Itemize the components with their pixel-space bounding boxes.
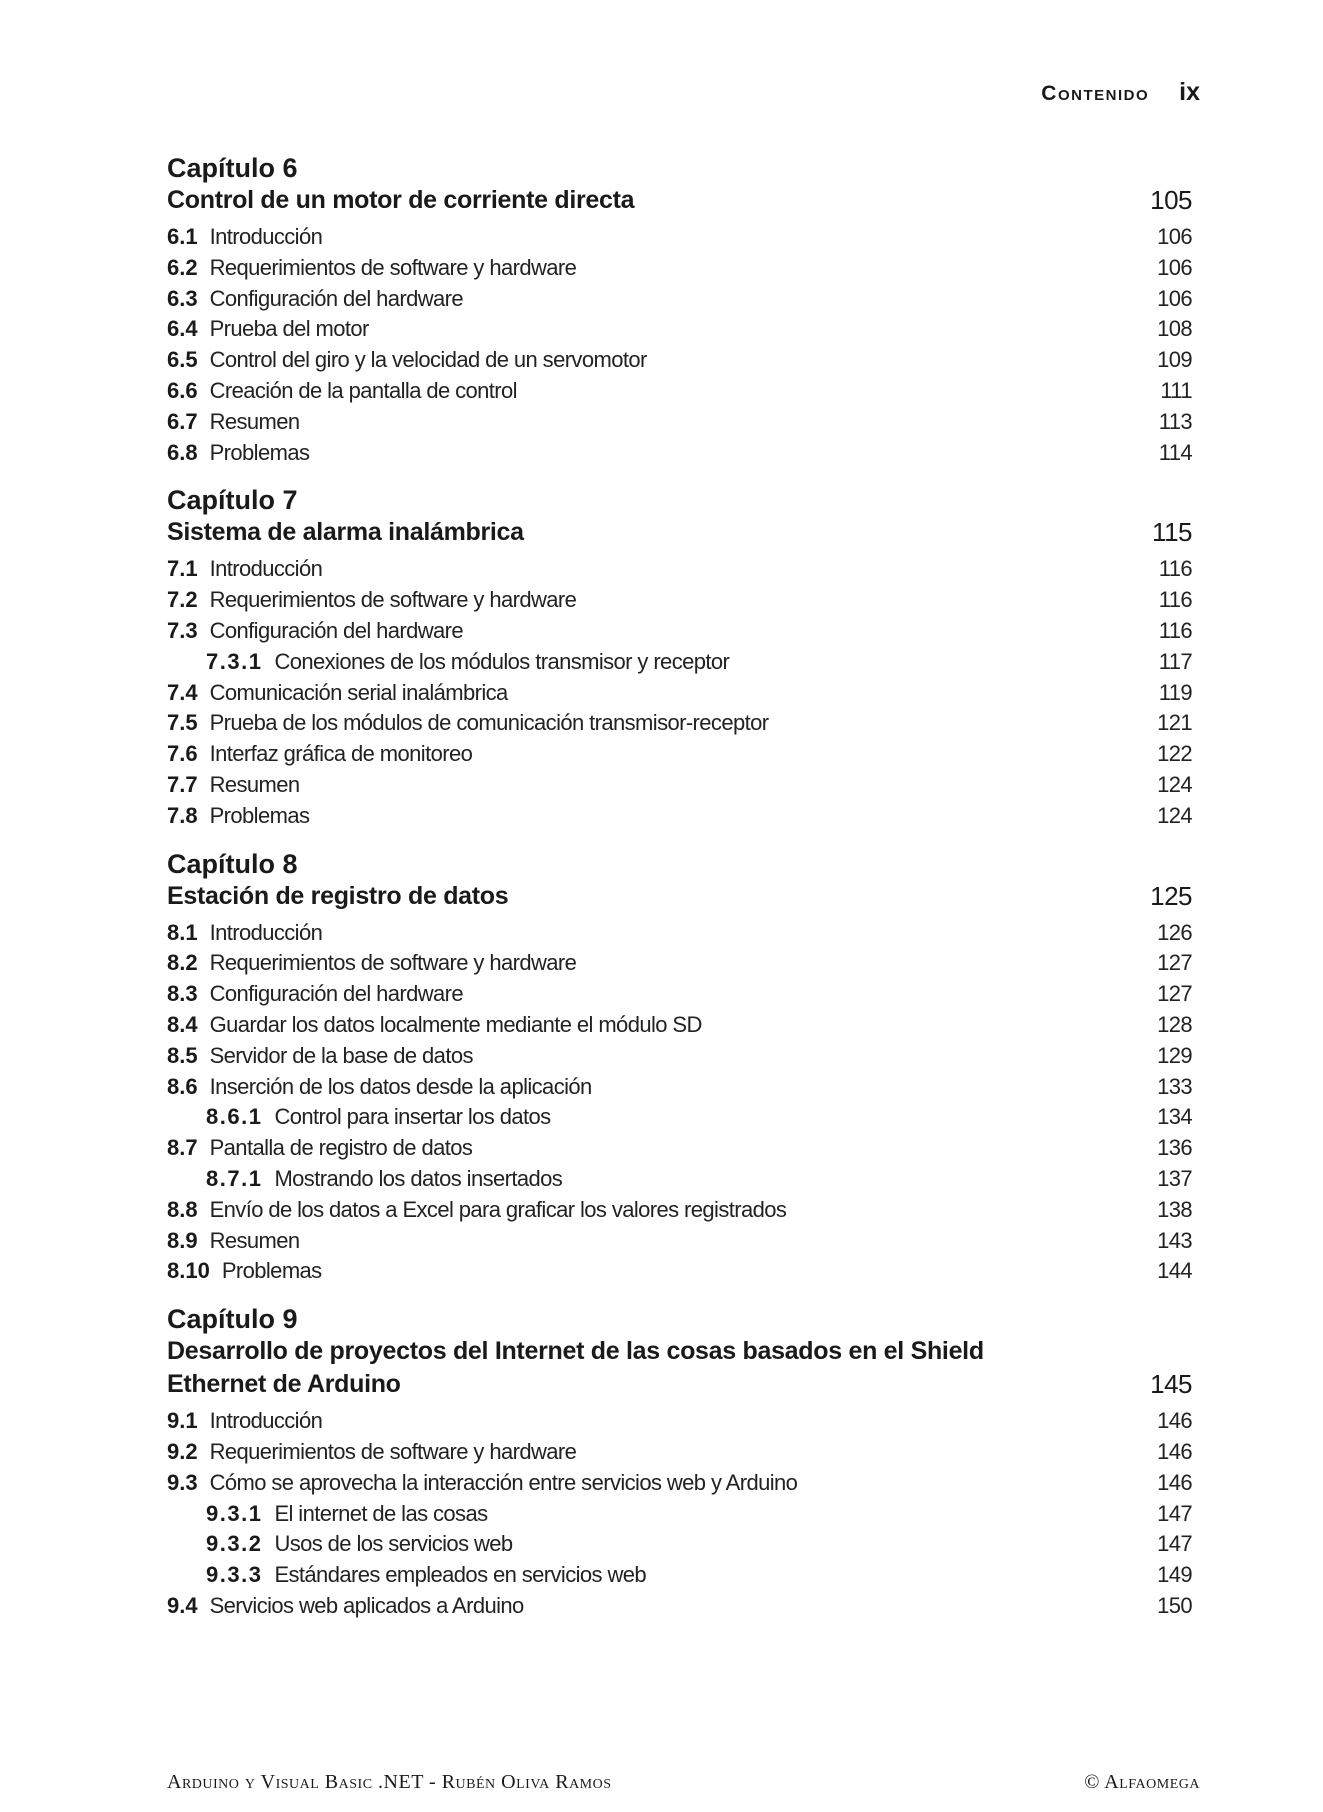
entry-page: 149 <box>1157 1562 1192 1588</box>
entry-number: 7.4 <box>167 679 198 705</box>
toc-entry[interactable] <box>167 618 1192 649</box>
entry-text <box>167 1043 473 1069</box>
entry-page: 111 <box>1160 377 1192 403</box>
entry-title: Control para insertar los datos <box>274 1104 551 1130</box>
toc-entry[interactable] <box>167 587 1192 618</box>
toc-entry[interactable] <box>167 710 1192 741</box>
toc-entry[interactable] <box>167 440 1192 471</box>
entry-number: 8.6.1 <box>206 1104 263 1130</box>
entry-title: Control del giro y la velocidad de un servomotor <box>209 347 647 373</box>
entry-title: Requerimientos de software y hardware <box>209 950 577 976</box>
entry-title: Requerimientos de software y hardware <box>209 587 577 613</box>
entry-page: 116 <box>1158 587 1192 613</box>
entry-title: Problemas <box>221 1258 322 1284</box>
chapter-title-row[interactable] <box>167 1335 1192 1401</box>
entry-page: 116 <box>1158 617 1192 643</box>
entry-number: 7.3 <box>167 617 198 643</box>
entry-number: 8.1 <box>167 919 198 945</box>
toc-entry[interactable] <box>167 1197 1192 1228</box>
entry-page: 150 <box>1157 1592 1192 1618</box>
entry-text <box>167 950 576 976</box>
entry-title: Conexiones de los módulos transmisor y receptor <box>274 648 730 674</box>
entry-number: 8.7.1 <box>206 1165 263 1191</box>
toc-entry[interactable] <box>167 1043 1192 1074</box>
entry-number: 9.3.2 <box>206 1531 263 1557</box>
entry-text <box>167 286 463 312</box>
entry-text <box>167 347 647 373</box>
entry-page: 116 <box>1158 556 1192 582</box>
entry-number: 9.1 <box>167 1408 198 1434</box>
running-header <box>1041 78 1200 107</box>
entry-page: 108 <box>1157 316 1192 342</box>
entry-page: 106 <box>1157 254 1192 280</box>
chapter-title: Desarrollo de proyectos del Internet de las cosas basados en el Shield Ethernet de Arduino <box>167 1337 984 1399</box>
entry-page: 113 <box>1158 408 1192 434</box>
entry-number: 6.2 <box>167 254 198 280</box>
entry-page: 122 <box>1157 741 1192 767</box>
entry-title: Estándares empleados en servicios web <box>274 1562 647 1588</box>
entry-text <box>206 1501 488 1527</box>
entry-text <box>167 224 322 250</box>
entry-title: Prueba del motor <box>209 316 369 342</box>
entry-title: Resumen <box>209 408 300 434</box>
chapter-title: Estación de registro de datos <box>167 881 509 910</box>
entry-title: Introducción <box>209 919 323 945</box>
toc-entry[interactable] <box>167 1012 1192 1043</box>
entry-title: Requerimientos de software y hardware <box>209 1438 577 1464</box>
entry-number: 9.3 <box>167 1469 198 1495</box>
toc-entry[interactable] <box>167 1470 1192 1501</box>
entry-number: 8.9 <box>167 1227 198 1253</box>
toc-entry[interactable] <box>167 224 1192 255</box>
entry-number: 7.2 <box>167 587 198 613</box>
entry-title: Problemas <box>209 802 310 828</box>
toc-entry[interactable] <box>167 316 1192 347</box>
entry-text <box>167 1228 300 1254</box>
entry-text <box>167 1135 472 1161</box>
entry-text <box>167 1470 797 1496</box>
entry-title: Resumen <box>209 771 300 797</box>
entry-text <box>167 255 576 281</box>
entry-number: 8.3 <box>167 981 198 1007</box>
entry-title: Configuración del hardware <box>209 617 464 643</box>
entry-text <box>167 1258 322 1284</box>
entry-text <box>167 803 309 829</box>
chapter-page: 105 <box>1150 185 1192 215</box>
toc-entry[interactable] <box>167 1135 1192 1166</box>
chapter-section <box>167 484 1192 833</box>
entry-page: 129 <box>1157 1042 1192 1068</box>
toc-entry[interactable] <box>167 981 1192 1012</box>
chapter-label: Capítulo 6 <box>167 153 298 183</box>
entry-text <box>167 1408 322 1434</box>
running-footer <box>167 1771 1200 1794</box>
entry-number: 6.8 <box>167 439 198 465</box>
entry-number: 6.5 <box>167 347 198 373</box>
entry-title: Cómo se aprovecha la interacción entre servicios web y Arduino <box>209 1469 798 1495</box>
entry-page: 109 <box>1157 347 1192 373</box>
entry-number: 9.2 <box>167 1438 198 1464</box>
entry-page: 138 <box>1157 1196 1192 1222</box>
entry-text <box>167 587 576 613</box>
entry-number: 7.3.1 <box>206 648 263 674</box>
entry-number: 7.8 <box>167 802 198 828</box>
entry-page: 146 <box>1157 1408 1192 1434</box>
entry-text <box>206 1166 562 1192</box>
entry-page: 106 <box>1157 285 1192 311</box>
entry-number: 8.4 <box>167 1011 198 1037</box>
entry-title: Introducción <box>209 556 323 582</box>
entry-text <box>167 1197 786 1223</box>
entry-text <box>167 680 508 706</box>
entry-page: 128 <box>1157 1011 1192 1037</box>
chapter-title-row[interactable] <box>167 516 1192 549</box>
toc-entry[interactable] <box>167 286 1192 317</box>
entry-title: Envío de los datos a Excel para graficar los valores registrados <box>209 1196 787 1222</box>
entry-number: 7.6 <box>167 741 198 767</box>
entry-title: Creación de la pantalla de control <box>209 377 517 403</box>
table-of-contents <box>167 152 1192 1638</box>
toc-entry[interactable] <box>167 741 1192 772</box>
toc-subentry[interactable] <box>167 649 1192 680</box>
toc-entry[interactable] <box>167 1408 1192 1439</box>
chapter-page: 115 <box>1152 517 1192 548</box>
entry-number: 9.4 <box>167 1592 198 1618</box>
chapter-section <box>167 1303 1192 1624</box>
chapter-page: 145 <box>1150 1369 1192 1400</box>
entry-text <box>167 1012 702 1038</box>
entry-page: 126 <box>1157 919 1192 945</box>
entry-number: 8.6 <box>167 1073 198 1099</box>
entry-page: 106 <box>1157 224 1192 249</box>
entry-page: 137 <box>1157 1165 1192 1191</box>
entry-text <box>167 981 463 1007</box>
toc-entry[interactable] <box>167 1228 1192 1259</box>
toc-entry[interactable] <box>167 1593 1192 1624</box>
entry-title: Requerimientos de software y hardware <box>209 254 577 280</box>
entry-title: Usos de los servicios web <box>274 1531 513 1557</box>
entry-title: Comunicación serial inalámbrica <box>209 679 508 705</box>
entry-text <box>206 1104 551 1130</box>
entry-text <box>167 618 463 644</box>
chapter-label: Capítulo 9 <box>167 1304 298 1335</box>
toc-entry[interactable] <box>167 255 1192 286</box>
entry-title: Prueba de los módulos de comunicación transmisor-receptor <box>209 710 769 736</box>
toc-entry[interactable] <box>167 1439 1192 1470</box>
toc-entry[interactable] <box>167 1074 1192 1105</box>
entry-text <box>167 556 322 582</box>
toc-entry[interactable] <box>167 378 1192 409</box>
entry-title: El internet de las cosas <box>274 1500 488 1526</box>
entry-text <box>206 649 729 675</box>
chapter-label: Capítulo 8 <box>167 848 298 879</box>
chapter-title: Sistema de alarma inalámbrica <box>167 518 524 547</box>
entry-number: 6.6 <box>167 377 198 403</box>
entry-text <box>167 772 300 798</box>
entry-number: 7.7 <box>167 771 198 797</box>
chapter-title: Control de un motor de corriente directa <box>167 186 635 214</box>
entry-title: Resumen <box>209 1227 300 1253</box>
entry-number: 7.1 <box>167 556 198 582</box>
chapter-title-row[interactable] <box>167 184 1192 217</box>
entry-text <box>167 409 300 435</box>
entry-title: Configuración del hardware <box>209 285 464 311</box>
entry-number: 8.2 <box>167 950 198 976</box>
toc-subentry[interactable] <box>167 1562 1192 1593</box>
footer-publisher: © Alfaomega <box>1084 1771 1200 1793</box>
entry-page: 119 <box>1158 679 1192 705</box>
entry-title: Introducción <box>209 1408 323 1434</box>
footer-book-author: Arduino y Visual Basic .NET - Rubén Oliva Ramos <box>167 1771 612 1793</box>
entry-title: Introducción <box>209 224 323 249</box>
entry-text <box>206 1531 513 1557</box>
entry-title: Interfaz gráfica de monitoreo <box>209 741 473 767</box>
toc-subentry[interactable] <box>167 1104 1192 1135</box>
entry-page: 136 <box>1157 1135 1192 1161</box>
header-page-number: ix <box>1179 78 1200 106</box>
entry-page: 127 <box>1157 950 1192 976</box>
entry-page: 147 <box>1157 1500 1192 1526</box>
entry-page: 146 <box>1157 1438 1192 1464</box>
toc-entry[interactable] <box>167 347 1192 378</box>
entry-text <box>167 1439 576 1465</box>
chapter-page: 125 <box>1150 880 1192 911</box>
entry-number: 9.3.3 <box>206 1562 263 1588</box>
entry-text <box>167 1074 592 1100</box>
entry-page: 124 <box>1157 802 1192 828</box>
header-label: Contenido <box>1041 82 1150 105</box>
toc-entry[interactable] <box>167 772 1192 803</box>
entry-number: 8.10 <box>167 1258 210 1284</box>
entry-number: 8.5 <box>167 1042 198 1068</box>
entry-page: 124 <box>1157 771 1192 797</box>
toc-entry[interactable] <box>167 950 1192 981</box>
entry-title: Servicios web aplicados a Arduino <box>209 1592 524 1618</box>
entry-page: 146 <box>1157 1469 1192 1495</box>
entry-page: 147 <box>1157 1531 1192 1557</box>
toc-subentry[interactable] <box>167 1501 1192 1532</box>
toc-entry[interactable] <box>167 803 1192 834</box>
entry-number: 6.7 <box>167 408 198 434</box>
toc-entry[interactable] <box>167 409 1192 440</box>
entry-page: 127 <box>1157 981 1192 1007</box>
entry-text <box>167 920 322 946</box>
toc-entry[interactable] <box>167 556 1192 587</box>
entry-text <box>167 378 517 404</box>
toc-subentry[interactable] <box>167 1166 1192 1197</box>
entry-number: 6.3 <box>167 285 198 311</box>
entry-page: 133 <box>1157 1073 1192 1099</box>
entry-title: Mostrando los datos insertados <box>274 1165 563 1191</box>
entry-text <box>167 316 369 342</box>
entry-title: Servidor de la base de datos <box>209 1042 473 1068</box>
entry-title: Inserción de los datos desde la aplicación <box>209 1073 592 1099</box>
chapter-section <box>167 152 1192 470</box>
entry-page: 134 <box>1157 1104 1192 1130</box>
chapter-title-row[interactable] <box>167 880 1192 913</box>
entry-number: 6.4 <box>167 316 198 342</box>
toc-entry[interactable] <box>167 1258 1192 1289</box>
entry-text <box>167 710 768 736</box>
entry-page: 143 <box>1157 1227 1192 1253</box>
entry-number: 7.5 <box>167 710 198 736</box>
toc-subentry[interactable] <box>167 1531 1192 1562</box>
entry-title: Configuración del hardware <box>209 981 464 1007</box>
entry-page: 117 <box>1158 648 1192 674</box>
entry-page: 114 <box>1158 439 1192 465</box>
chapter-section <box>167 848 1192 1290</box>
entry-text <box>167 741 472 767</box>
entry-number: 8.8 <box>167 1196 198 1222</box>
toc-entry[interactable] <box>167 680 1192 711</box>
entry-number: 8.7 <box>167 1135 198 1161</box>
entry-title: Pantalla de registro de datos <box>209 1135 473 1161</box>
entry-page: 121 <box>1157 710 1192 736</box>
entry-title: Guardar los datos localmente mediante el módulo SD <box>209 1011 702 1037</box>
entry-title: Problemas <box>209 439 310 465</box>
entry-number: 6.1 <box>167 224 198 249</box>
entry-text <box>167 440 309 466</box>
entry-number: 9.3.1 <box>206 1500 263 1526</box>
chapter-label: Capítulo 7 <box>167 485 298 516</box>
entry-page: 144 <box>1157 1258 1192 1284</box>
toc-entry[interactable] <box>167 920 1192 951</box>
entry-text <box>167 1593 524 1619</box>
entry-text <box>206 1562 646 1588</box>
